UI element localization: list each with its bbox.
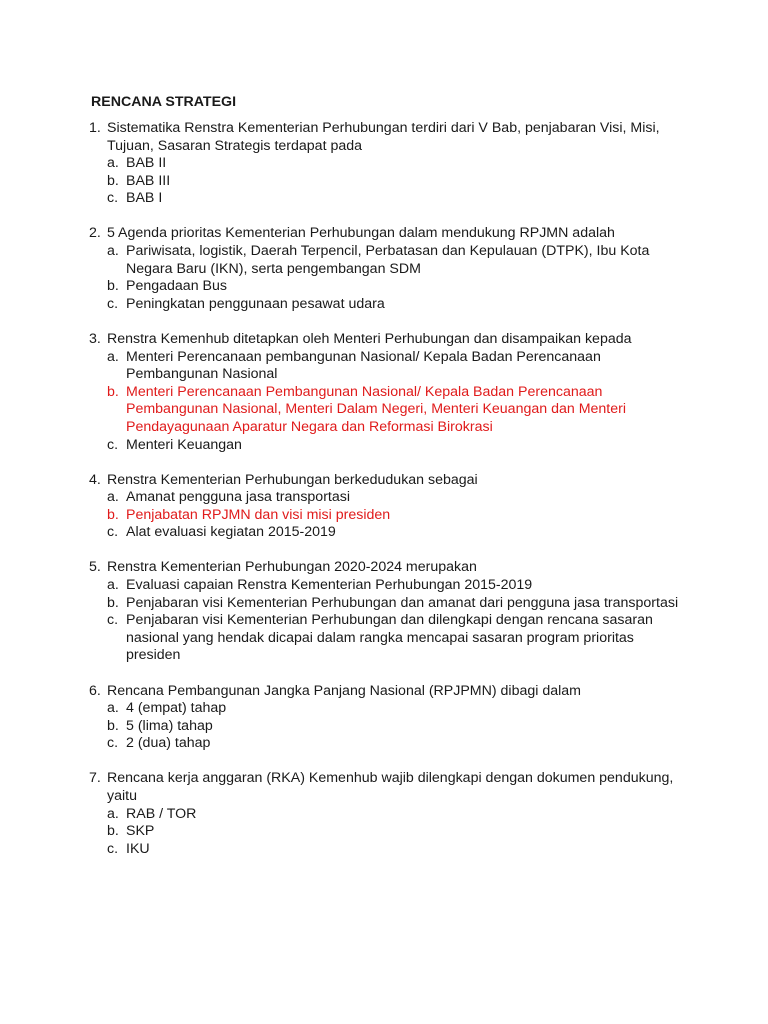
question-text: 5 Agenda prioritas Kementerian Perhubungan dalam mendukung RPJMN adalah [107,225,615,242]
option-letter: b. [107,172,119,189]
answer-option [107,190,689,208]
option-letter: c. [107,612,119,629]
question-text: Rencana Pembangunan Jangka Panjang Nasional (RPJPMN) dibagi dalam [107,682,581,699]
option-text: 2 (dua) tahap [126,735,211,752]
question-number: 7. [89,770,101,787]
option-text: Pariwisata, logistik, Daerah Terpencil, Perbatasan dan Kepulauan (DTPK), Ibu Kota Negara Baru (IKN), serta pengembangan SDM [126,243,650,277]
answer-option [107,243,689,278]
question-text: Renstra Kementerian Perhubungan 2020-2024 merupakan [107,559,477,576]
question-number: 2. [89,225,101,242]
option-text: Penjabaran visi Kementerian Perhubungan dan dilengkapi dengan rencana sasaran nasional yang hendak dicapai dalam rangka mencapai sasaran program prioritas presiden [126,612,653,664]
question-text: Renstra Kementerian Perhubungan berkedudukan sebagai [107,471,478,488]
question-number: 3. [89,330,101,347]
option-text: Evaluasi capaian Renstra Kementerian Perhubungan 2015-2019 [126,577,533,594]
option-text: BAB I [126,190,163,207]
option-letter: b. [107,594,119,611]
answer-option [107,595,689,613]
answer-option [107,806,689,824]
option-letter: c. [107,190,119,207]
option-letter: b. [107,506,119,523]
question-5 [89,559,689,665]
option-list [89,489,689,542]
answer-option [107,700,689,718]
option-text: Penjabaran visi Kementerian Perhubungan dan amanat dari pengguna jasa transportasi [126,594,679,611]
answer-option [107,489,689,507]
question-number: 5. [89,559,101,576]
option-letter: a. [107,348,119,365]
question-6 [89,683,689,753]
answer-option [107,841,689,859]
option-text: SKP [126,823,155,840]
option-text: BAB II [126,155,167,172]
question-2 [89,225,689,313]
option-letter: c. [107,735,119,752]
option-letter: b. [107,383,119,400]
option-list [89,243,689,313]
answer-option [107,577,689,595]
option-list [89,577,689,665]
option-text: Amanat pengguna jasa transportasi [126,489,350,506]
option-letter: c. [107,436,119,453]
option-text: Pengadaan Bus [126,278,227,295]
option-text: Peningkatan penggunaan pesawat udara [126,295,385,312]
option-letter: b. [107,717,119,734]
option-letter: a. [107,577,119,594]
option-text: Menteri Keuangan [126,436,242,453]
option-letter: b. [107,823,119,840]
option-text: Menteri Perencanaan Pembangunan Nasional/ Kepala Badan Perencanaan Pembangunan Nasional, Menteri Dalam Negeri, Menteri Keuangan dan Menteri Pendayagunaan Aparatur Negara dan Reformasi Birokrasi [126,383,626,435]
option-letter: a. [107,243,119,260]
answer-option [107,823,689,841]
option-text: 4 (empat) tahap [126,700,227,717]
option-text: IKU [126,840,150,857]
answer-option [107,155,689,173]
answer-option [107,173,689,191]
question-text: Renstra Kemenhub ditetapkan oleh Menteri Perhubungan dan disampaikan kepada [107,330,632,347]
question-number: 1. [89,120,101,136]
option-text: BAB III [126,172,171,189]
answer-option-correct [107,384,689,437]
question-text: Rencana kerja anggaran (RKA) Kemenhub wajib dilengkapi dengan dokumen pendukung, yaitu [107,770,674,804]
option-letter: c. [107,840,119,857]
question-7 [89,770,689,858]
option-text: Penjabatan RPJMN dan visi misi presiden [126,506,391,523]
option-list [89,155,689,208]
question-list [89,120,689,876]
option-text: Menteri Perencanaan pembangunan Nasional/ Kepala Badan Perencanaan Pembangunan Nasional [126,348,601,383]
option-list [89,806,689,859]
option-text: RAB / TOR [126,805,197,822]
question-3 [89,331,689,454]
answer-option [107,437,689,455]
option-text: 5 (lima) tahap [126,717,213,734]
option-letter: b. [107,278,119,295]
option-text: Alat evaluasi kegiatan 2015-2019 [126,524,336,541]
option-letter: a. [107,805,119,822]
option-list [89,700,689,753]
question-text: Sistematika Renstra Kementerian Perhubungan terdiri dari V Bab, penjabaran Visi, Misi, Tujuan, Sasaran Strategis terdapat pada [107,120,660,154]
option-letter: c. [107,295,119,312]
answer-option [107,735,689,753]
document-title: RENCANA STRATEGI [91,94,237,110]
answer-option [107,524,689,542]
question-1 [89,120,689,208]
answer-option-correct [107,507,689,525]
question-number: 4. [89,471,101,488]
option-letter: a. [107,489,119,506]
question-number: 6. [89,682,101,699]
option-letter: a. [107,700,119,717]
option-letter: c. [107,524,119,541]
answer-option [107,349,689,384]
question-4 [89,472,689,542]
answer-option [107,278,689,296]
answer-option [107,612,689,665]
option-list [89,349,689,455]
option-letter: a. [107,155,119,172]
answer-option [107,718,689,736]
answer-option [107,296,689,314]
